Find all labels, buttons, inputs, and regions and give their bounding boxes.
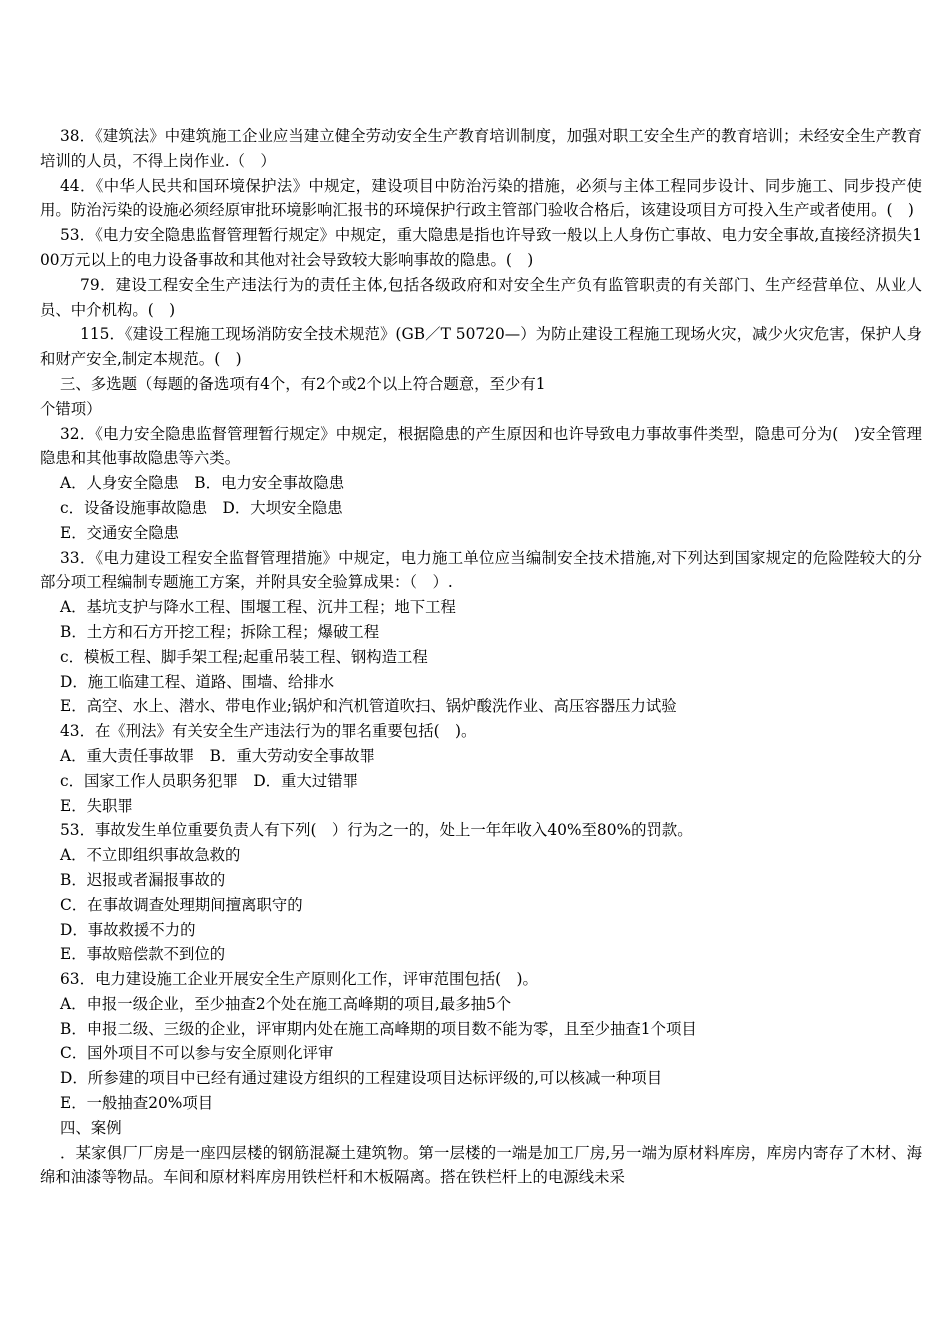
paragraph-q115: 115．《建设工程施工现场消防安全技术规范》(GB／T 50720—）为防止建设工程施工现场火灾，减少火灾危害，保护人身和财产安全,制定本规范。( ) <box>40 325 922 369</box>
paragraph-m53a: A．不立即组织事故急救的 <box>60 846 241 865</box>
paragraph-case1: ．某家俱厂厂房是一座四层楼的钢筋混凝土建筑物。第一层楼的一端是加工厂房,另一端为原材料库房，库房内寄存了木材、海绵和油漆等物品。车间和原材料库房用铁栏杆和木板隔离。搭在铁栏杆上的电源线未采 <box>40 1143 922 1187</box>
paragraph-m33d: D．施工临建工程、道路、围墙、给排水 <box>60 672 334 691</box>
paragraph-m43cd: c．国家工作人员职务犯罪 D．重大过错罪 <box>60 771 359 790</box>
paragraph-q79: 79．建设工程安全生产违法行为的责任主体,包括各级政府和对安全生产负有监管职责的有关部门、生产经营单位、从业人员、中介机构。( ) <box>40 275 922 319</box>
paragraph-m53b: B．迟报或者漏报事故的 <box>60 870 226 889</box>
paragraph-m33c: c．模板工程、脚手架工程;起重吊装工程、钢构造工程 <box>60 647 428 666</box>
paragraph-q38: 38．《建筑法》中建筑施工企业应当建立健全劳动安全生产教育培训制度，加强对职工安全生产的教育培训；未经安全生产教育培训的人员，不得上岗作业.（ ） <box>40 127 922 170</box>
paragraph-m53c: C．在事故调查处理期间擅离职守的 <box>60 895 303 914</box>
paragraph-m33: 33．《电力建设工程安全监督管理措施》中规定，电力施工单位应当编制安全技术措施,对下列达到国家规定的危险陛较大的分部分项工程编制专题施工方案，并附具安全验算成果：（ ）. <box>40 548 922 592</box>
paragraph-q44: 44．《中华人民共和国环境保护法》中规定，建设项目中防治污染的措施，必须与主体工程同步设计、同步施工、同步投产使用。防治污染的设施必须经原审批环境影响汇报书的环境保护行政主管部门验收合格后，该建设项目方可投入生产或者使用。( ) <box>40 176 922 220</box>
paragraph-m63b: B．申报二级、三级的企业，评审期内处在施工高峰期的项目数不能为零，且至少抽查1个项目 <box>60 1019 697 1038</box>
paragraph-m33b: B．土方和石方开挖工程；拆除工程；爆破工程 <box>60 622 380 641</box>
paragraph-m32e: E．交通安全隐患 <box>60 523 179 542</box>
paragraph-m32ab: A．人身安全隐患 B．电力安全事故隐患 <box>60 474 345 493</box>
paragraph-m53d: D．事故救援不力的 <box>60 920 196 939</box>
paragraph-m33a: A．基坑支护与降水工程、围堰工程、沉井工程；地下工程 <box>60 598 456 617</box>
paragraph-m63e: E．一般抽查20%项目 <box>60 1094 214 1113</box>
paragraph-sec3a: 三、多选题（每题的备选项有4个，有2个或2个以上符合题意，至少有1 <box>60 374 546 393</box>
paragraph-m32cd: c．设备设施事故隐患 D．大坝安全隐患 <box>60 498 343 517</box>
paragraph-q53a: 53．《电力安全隐患监督管理暂行规定》中规定，重大隐患是指也许导致一般以上人身伤亡事故、电力安全事故,直接经济损失100万元以上的电力设备事故和其他对社会导致较大影响事故的隐患。( ) <box>40 226 922 269</box>
paragraph-m63a: A．申报一级企业，至少抽查2个处在施工高峰期的项目,最多抽5个 <box>60 994 512 1013</box>
paragraph-m63d: D．所参建的项目中已经有通过建设方组织的工程建设项目达标评级的,可以核减一种项目 <box>60 1069 663 1088</box>
paragraph-m43ab: A．重大责任事故罪 B．重大劳动安全事故罪 <box>60 746 375 765</box>
paragraph-m63c: C．国外项目不可以参与安全原则化评审 <box>60 1044 334 1063</box>
paragraph-m32: 32．《电力安全隐患监督管理暂行规定》中规定，根据隐患的产生原因和也许导致电力事故事件类型，隐患可分为( )安全管理隐患和其他事故隐患等六类。 <box>40 424 922 468</box>
paragraph-m43: 43．在《刑法》有关安全生产违法行为的罪名重要包括( )。 <box>60 722 477 741</box>
paragraph-sec3b: 个错项） <box>40 399 102 418</box>
document-page <box>40 124 922 1190</box>
paragraph-m53: 53．事故发生单位重要负责人有下列( ）行为之一的，处上一年年收入40%至80%的罚款。 <box>60 821 693 840</box>
paragraph-m33e: E．高空、水上、潜水、带电作业;锅炉和汽机管道吹扫、锅炉酸洗作业、高压容器压力试验 <box>60 697 677 716</box>
paragraph-sec4: 四、案例 <box>60 1118 122 1137</box>
paragraph-m43e: E．失职罪 <box>60 796 133 815</box>
paragraph-m53e: E．事故赔偿款不到位的 <box>60 945 226 964</box>
paragraph-m63: 63．电力建设施工企业开展安全生产原则化工作，评审范围包括( )。 <box>60 970 538 989</box>
